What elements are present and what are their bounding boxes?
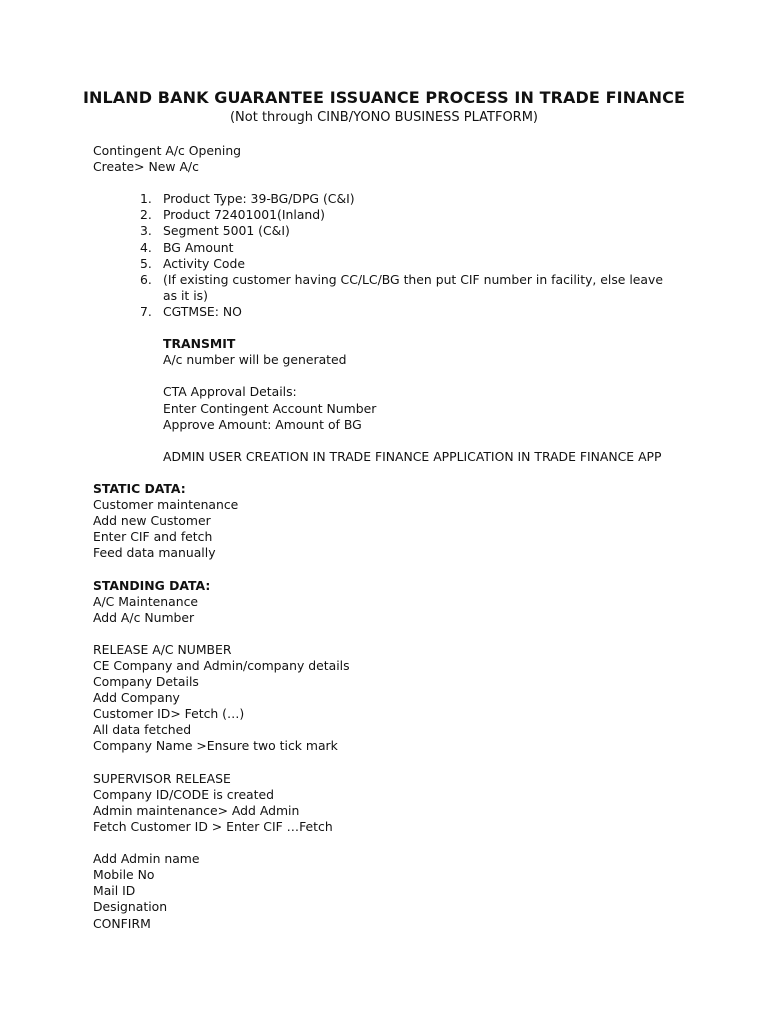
admin-creation-line: ADMIN USER CREATION IN TRADE FINANCE APPLICATION IN TRADE FINANCE APP [163,448,662,464]
admin-details-line-5: CONFIRM [93,915,151,931]
list-item [93,240,693,256]
list-item-text: BG Amount [163,239,234,255]
document-body [93,143,693,932]
list-item [93,304,693,320]
list-item [93,191,693,207]
admin-details-line-4: Designation [93,899,168,915]
standing-data-line-1: A/C Maintenance [93,593,199,609]
release-line-3: Company Details [93,674,199,690]
spacer [93,626,693,642]
static-data-heading: STATIC DATA: [93,480,186,496]
list-item-text: CGTMSE: NO [163,303,242,319]
list-item-number: 1. [140,191,152,207]
supervisor-line-3: Admin maintenance> Add Admin [93,802,300,818]
spacer [93,175,693,191]
list-item-text: (If existing customer having CC/LC/BG then put CIF number in facility, else leave as it is) [163,271,663,303]
list-item-number: 2. [140,207,152,223]
list-item [93,272,693,304]
page-subtitle: (Not through CINB/YONO BUSINESS PLATFORM) [229,110,538,125]
spacer [93,561,693,577]
list-item-number: 3. [140,223,152,239]
static-data-line-4: Feed data manually [93,545,216,561]
release-line-7: Company Name >Ensure two tick mark [93,738,338,754]
release-line-5: Customer ID> Fetch (…) [93,706,245,722]
spacer [93,835,693,851]
spacer [93,465,693,481]
opening-line-2: Create> New A/c [93,159,199,175]
transmit-line: A/c number will be generated [163,352,347,368]
spacer [93,755,693,771]
list-item-text: Activity Code [163,255,245,271]
page-title: INLAND BANK GUARANTEE ISSUANCE PROCESS IN TRADE FINANCE [82,88,686,107]
cta-line-1: CTA Approval Details: [163,384,297,400]
list-item [93,207,693,223]
admin-details-line-2: Mobile No [93,867,155,883]
static-data-line-1: Customer maintenance [93,497,239,513]
list-item-text: Product 72401001(Inland) [163,207,325,223]
release-line-6: All data fetched [93,722,192,738]
list-item-number: 6. [140,271,152,287]
list-item-number: 7. [140,303,152,319]
spacer [93,320,693,336]
supervisor-line-4: Fetch Customer ID > Enter CIF …Fetch [93,818,333,834]
supervisor-line-2: Company ID/CODE is created [93,786,275,802]
admin-details-line-3: Mail ID [93,883,136,899]
release-line-4: Add Company [93,690,180,706]
static-data-line-2: Add new Customer [93,513,211,529]
standing-data-heading: STANDING DATA: [93,577,211,593]
cta-line-3: Approve Amount: Amount of BG [163,416,362,432]
list-item-text: Segment 5001 (C&I) [163,223,290,239]
transmit-heading: TRANSMIT [163,336,236,352]
opening-line-1: Contingent A/c Opening [93,143,242,158]
spacer [93,368,693,384]
admin-details-line-1: Add Admin name [93,851,200,867]
supervisor-line-1: SUPERVISOR RELEASE [93,770,231,786]
release-line-2: CE Company and Admin/company details [93,658,350,673]
steps-list [93,191,693,320]
list-item [93,256,693,272]
release-line-1: RELEASE A/C NUMBER [93,641,232,657]
list-item-number: 4. [140,239,152,255]
cta-line-2: Enter Contingent Account Number [163,400,377,416]
spacer [93,433,693,449]
list-item-text: Product Type: 39-BG/DPG (C&I) [163,191,355,207]
static-data-line-3: Enter CIF and fetch [93,529,213,545]
list-item-number: 5. [140,255,152,271]
list-item [93,223,693,239]
standing-data-line-2: Add A/c Number [93,609,195,625]
